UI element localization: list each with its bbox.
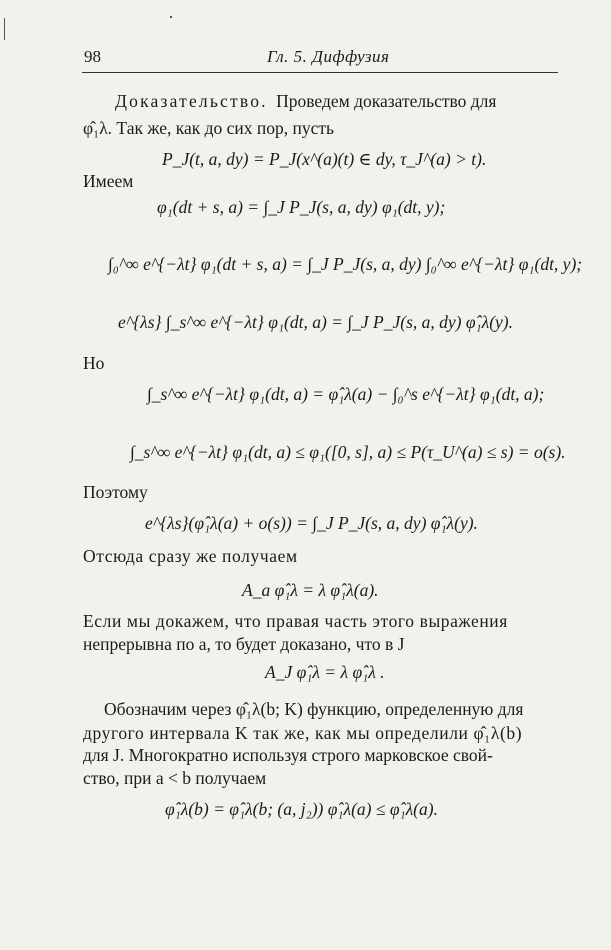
text-line: Имеем — [83, 171, 134, 191]
page-number: 98 — [84, 47, 101, 66]
text-line: непрерывна по a, то будет доказано, что в J — [83, 634, 405, 654]
text-line — [115, 91, 496, 112]
formula: ∫₀^∞ e^{−λt} φ₁(dt + s, a) = ∫_J P_J(s, a, dy) ∫₀^∞ e^{−λt} φ₁(dt, y); — [108, 254, 583, 274]
scan-mark — [170, 16, 172, 18]
text-line: Обозначим через φ̂₁λ(b; K) функцию, определенную для — [104, 699, 524, 719]
running-head: Гл. 5. Диффузия — [267, 47, 390, 66]
text-line: Но — [83, 353, 105, 373]
formula: A_a φ̂₁λ = λ φ̂₁λ(a). — [242, 580, 379, 600]
formula: P_J(t, a, dy) = P_J(x^(a)(t) ∈ dy, τ_J^(a) > t). — [162, 149, 487, 169]
formula: ∫_s^∞ e^{−λt} φ₁(dt, a) ≤ φ₁([0, s], a) ≤ P(τ_U^(a) ≤ s) = o(s). — [130, 442, 566, 462]
formula: φ₁(dt + s, a) = ∫_J P_J(s, a, dy) φ₁(dt, y); — [157, 197, 446, 217]
text-line: для J. Многократно используя строго марковское свой- — [83, 745, 493, 765]
text-line: Если мы докажем, что правая часть этого выражения — [83, 611, 508, 631]
line-text: Проведем доказательство для — [276, 91, 497, 111]
text-line: Поэтому — [83, 482, 148, 502]
text-line: другого интервала K так же, как мы определили φ̂₁λ(b) — [83, 723, 523, 743]
text-line: φ̂₁λ. Так же, как до сих пор, пусть — [83, 118, 335, 138]
text-line: Отсюда сразу же получаем — [83, 546, 298, 566]
formula: A_J φ̂₁λ = λ φ̂₁λ . — [265, 662, 385, 682]
formula: e^{λs} ∫_s^∞ e^{−λt} φ₁(dt, a) = ∫_J P_J(s, a, dy) φ̂₁λ(y). — [118, 312, 514, 332]
header-rule — [82, 72, 558, 73]
formula: e^{λs}(φ̂₁λ(a) + o(s)) = ∫_J P_J(s, a, dy) φ̂₁λ(y). — [145, 513, 478, 533]
text-line: ство, при a < b получаем — [83, 768, 267, 788]
scan-mark — [4, 18, 5, 40]
formula: ∫_s^∞ e^{−λt} φ₁(dt, a) = φ̂₁λ(a) − ∫₀^s e^{−λt} φ₁(dt, a); — [147, 384, 545, 404]
formula: φ̂₁λ(b) = φ̂₁λ(b; (a, j₂)) φ̂₁λ(a) ≤ φ̂₁λ(a). — [165, 799, 438, 819]
proof-word: Доказательство. — [115, 91, 268, 111]
